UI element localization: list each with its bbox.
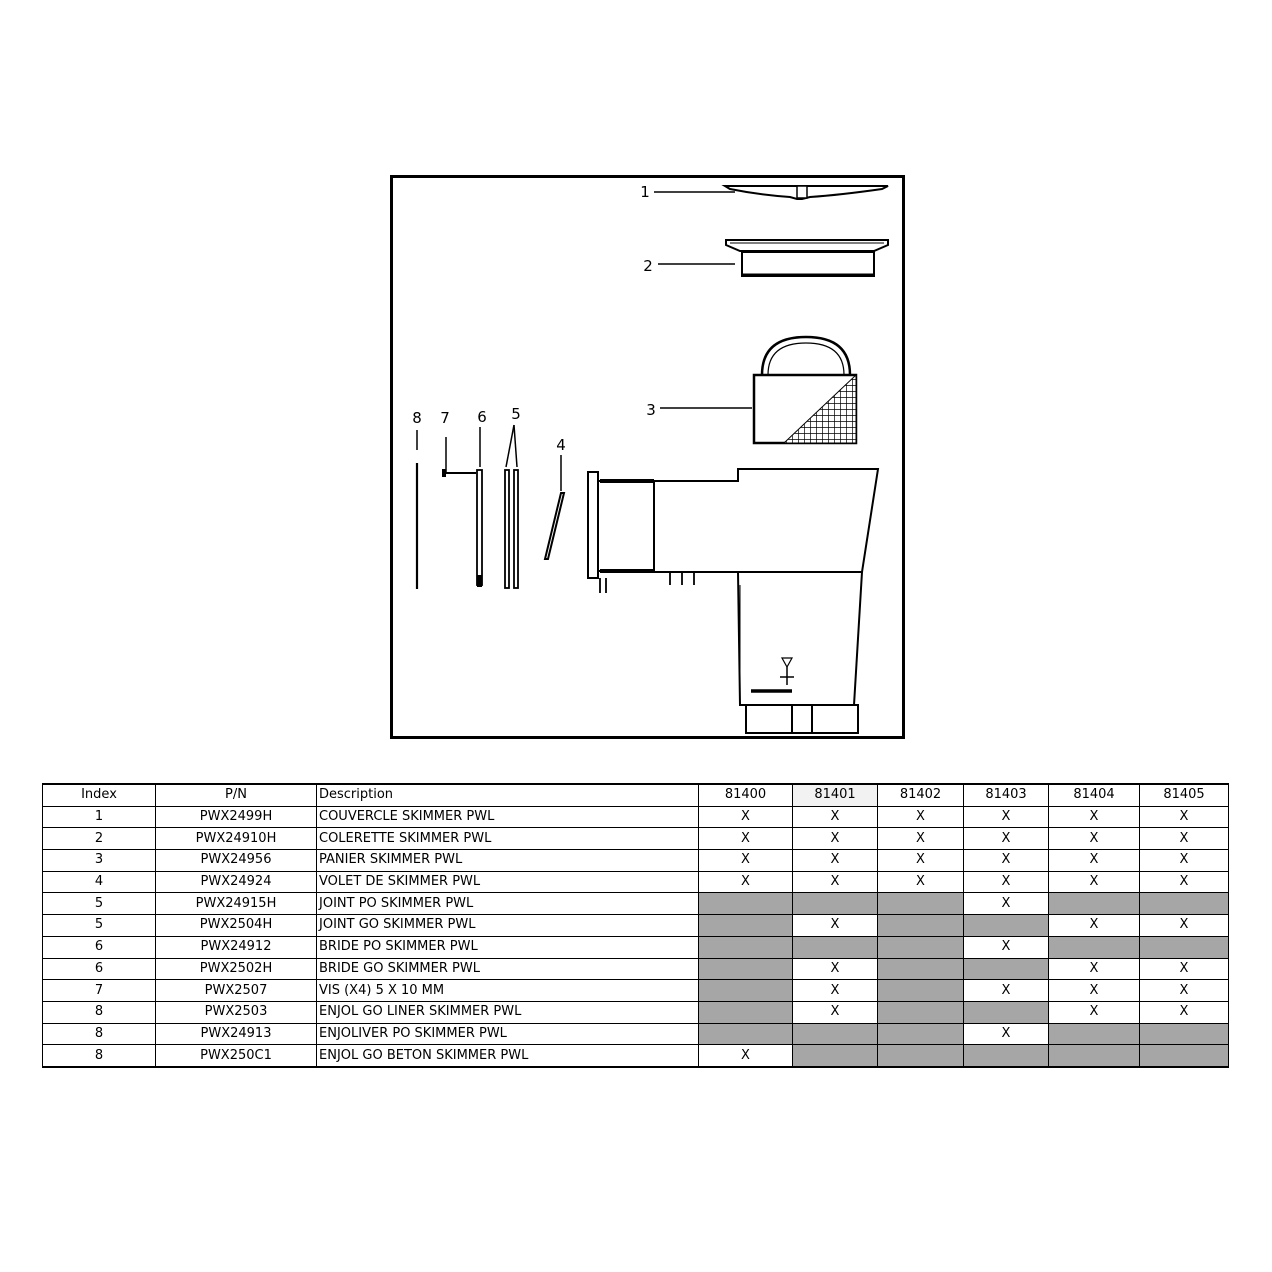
- cell-not-applicable: [699, 915, 793, 937]
- table-row: [43, 1023, 1229, 1045]
- cell-pn: PWX2502H: [156, 958, 317, 980]
- cell-not-applicable: [878, 980, 964, 1002]
- cell-not-applicable: [964, 1045, 1049, 1067]
- cell-pn: PWX250C1: [156, 1045, 317, 1067]
- cell-included-mark: X: [793, 1001, 878, 1023]
- cell-index: 6: [43, 936, 156, 958]
- cell-not-applicable: [1049, 1045, 1140, 1067]
- cell-pn: PWX24924: [156, 871, 317, 893]
- table-row: [43, 936, 1229, 958]
- callout-8: 8: [412, 409, 422, 427]
- cell-not-applicable: [964, 1001, 1049, 1023]
- cell-index: 6: [43, 958, 156, 980]
- cell-not-applicable: [699, 893, 793, 915]
- cell-index: 1: [43, 806, 156, 828]
- cell-index: 8: [43, 1001, 156, 1023]
- cell-included-mark: X: [878, 806, 964, 828]
- table-row: [43, 871, 1229, 893]
- cell-included-mark: X: [699, 850, 793, 872]
- cell-not-applicable: [878, 915, 964, 937]
- cell-included-mark: X: [699, 871, 793, 893]
- table-row: [43, 893, 1229, 915]
- cell-included-mark: X: [964, 828, 1049, 850]
- cell-included-mark: X: [1049, 871, 1140, 893]
- table-row: [43, 1001, 1229, 1023]
- cell-included-mark: X: [699, 806, 793, 828]
- cell-included-mark: X: [793, 806, 878, 828]
- header-index: Index: [43, 784, 156, 806]
- cell-not-applicable: [878, 1023, 964, 1045]
- cell-pn: PWX24913: [156, 1023, 317, 1045]
- cell-index: 7: [43, 980, 156, 1002]
- cell-included-mark: X: [1140, 871, 1229, 893]
- cell-not-applicable: [699, 936, 793, 958]
- table-row: [43, 958, 1229, 980]
- cell-not-applicable: [878, 936, 964, 958]
- callout-5: 5: [511, 405, 521, 423]
- cell-not-applicable: [1140, 1045, 1229, 1067]
- callout-3: 3: [646, 401, 656, 419]
- cell-pn: PWX2499H: [156, 806, 317, 828]
- cell-index: 8: [43, 1045, 156, 1067]
- cell-included-mark: X: [699, 828, 793, 850]
- cell-description: JOINT GO SKIMMER PWL: [317, 915, 699, 937]
- cell-description: VIS (X4) 5 X 10 MM: [317, 980, 699, 1002]
- cell-included-mark: X: [964, 806, 1049, 828]
- cell-description: BRIDE GO SKIMMER PWL: [317, 958, 699, 980]
- cell-pn: PWX24912: [156, 936, 317, 958]
- callout-4: 4: [556, 436, 566, 454]
- cell-index: 2: [43, 828, 156, 850]
- callout-2: 2: [643, 257, 653, 275]
- callout-7: 7: [440, 409, 450, 427]
- cell-pn: PWX2504H: [156, 915, 317, 937]
- header-model-81400: 81400: [699, 784, 793, 806]
- header-model-81402: 81402: [878, 784, 964, 806]
- cell-not-applicable: [878, 893, 964, 915]
- cell-included-mark: X: [1049, 958, 1140, 980]
- cell-not-applicable: [964, 958, 1049, 980]
- cell-not-applicable: [1049, 893, 1140, 915]
- cell-included-mark: X: [793, 828, 878, 850]
- cell-included-mark: X: [699, 1045, 793, 1067]
- cell-description: COLERETTE SKIMMER PWL: [317, 828, 699, 850]
- cell-included-mark: X: [878, 850, 964, 872]
- cell-included-mark: X: [1140, 958, 1229, 980]
- table-row: [43, 915, 1229, 937]
- cell-included-mark: X: [964, 893, 1049, 915]
- cell-description: ENJOLIVER PO SKIMMER PWL: [317, 1023, 699, 1045]
- cell-included-mark: X: [964, 850, 1049, 872]
- cell-included-mark: X: [793, 958, 878, 980]
- cell-included-mark: X: [1140, 1001, 1229, 1023]
- table-header-row: [43, 784, 1229, 806]
- exploded-parts-diagram: [390, 175, 905, 739]
- cell-included-mark: X: [964, 1023, 1049, 1045]
- cell-not-applicable: [878, 1001, 964, 1023]
- cell-index: 3: [43, 850, 156, 872]
- callout-6: 6: [477, 408, 487, 426]
- cell-included-mark: X: [1049, 1001, 1140, 1023]
- cell-not-applicable: [699, 980, 793, 1002]
- cell-included-mark: X: [793, 980, 878, 1002]
- header-model-81405: 81405: [1140, 784, 1229, 806]
- cell-not-applicable: [793, 893, 878, 915]
- cell-not-applicable: [1140, 893, 1229, 915]
- cell-not-applicable: [1049, 1023, 1140, 1045]
- cell-pn: PWX2507: [156, 980, 317, 1002]
- cell-included-mark: X: [1049, 806, 1140, 828]
- cell-not-applicable: [878, 958, 964, 980]
- cell-pn: PWX24910H: [156, 828, 317, 850]
- cell-included-mark: X: [878, 828, 964, 850]
- cell-description: COUVERCLE SKIMMER PWL: [317, 806, 699, 828]
- table-row: [43, 806, 1229, 828]
- cell-included-mark: X: [964, 936, 1049, 958]
- callout-1: 1: [640, 183, 650, 201]
- cell-index: 5: [43, 893, 156, 915]
- cell-index: 8: [43, 1023, 156, 1045]
- cell-included-mark: X: [964, 980, 1049, 1002]
- cell-not-applicable: [699, 1001, 793, 1023]
- cell-index: 4: [43, 871, 156, 893]
- cell-not-applicable: [964, 915, 1049, 937]
- header-model-81403: 81403: [964, 784, 1049, 806]
- table-row: [43, 828, 1229, 850]
- table-row: [43, 850, 1229, 872]
- cell-not-applicable: [699, 958, 793, 980]
- cell-included-mark: X: [964, 871, 1049, 893]
- parts-table: [42, 783, 1229, 1068]
- cell-description: ENJOL GO BETON SKIMMER PWL: [317, 1045, 699, 1067]
- cell-not-applicable: [1140, 936, 1229, 958]
- cell-included-mark: X: [1140, 828, 1229, 850]
- cell-not-applicable: [793, 1023, 878, 1045]
- cell-pn: PWX24956: [156, 850, 317, 872]
- cell-not-applicable: [878, 1045, 964, 1067]
- cell-description: BRIDE PO SKIMMER PWL: [317, 936, 699, 958]
- cell-included-mark: X: [1049, 980, 1140, 1002]
- header-pn: P/N: [156, 784, 317, 806]
- header-description: Description: [317, 784, 699, 806]
- cell-description: PANIER SKIMMER PWL: [317, 850, 699, 872]
- cell-not-applicable: [699, 1023, 793, 1045]
- cell-description: ENJOL GO LINER SKIMMER PWL: [317, 1001, 699, 1023]
- cell-not-applicable: [793, 1045, 878, 1067]
- cell-not-applicable: [1049, 936, 1140, 958]
- cell-included-mark: X: [793, 871, 878, 893]
- cell-pn: PWX2503: [156, 1001, 317, 1023]
- cell-pn: PWX24915H: [156, 893, 317, 915]
- cell-included-mark: X: [1140, 980, 1229, 1002]
- cell-not-applicable: [1140, 1023, 1229, 1045]
- cell-included-mark: X: [1140, 915, 1229, 937]
- cell-included-mark: X: [1049, 915, 1140, 937]
- header-model-81404: 81404: [1049, 784, 1140, 806]
- cell-included-mark: X: [878, 871, 964, 893]
- cell-index: 5: [43, 915, 156, 937]
- cell-included-mark: X: [793, 915, 878, 937]
- cell-description: VOLET DE SKIMMER PWL: [317, 871, 699, 893]
- cell-included-mark: X: [793, 850, 878, 872]
- table-row: [43, 1045, 1229, 1067]
- cell-included-mark: X: [1049, 850, 1140, 872]
- table-row: [43, 980, 1229, 1002]
- cell-included-mark: X: [1140, 850, 1229, 872]
- cell-included-mark: X: [1140, 806, 1229, 828]
- cell-not-applicable: [793, 936, 878, 958]
- cell-description: JOINT PO SKIMMER PWL: [317, 893, 699, 915]
- cell-included-mark: X: [1049, 828, 1140, 850]
- header-model-81401: 81401: [793, 784, 878, 806]
